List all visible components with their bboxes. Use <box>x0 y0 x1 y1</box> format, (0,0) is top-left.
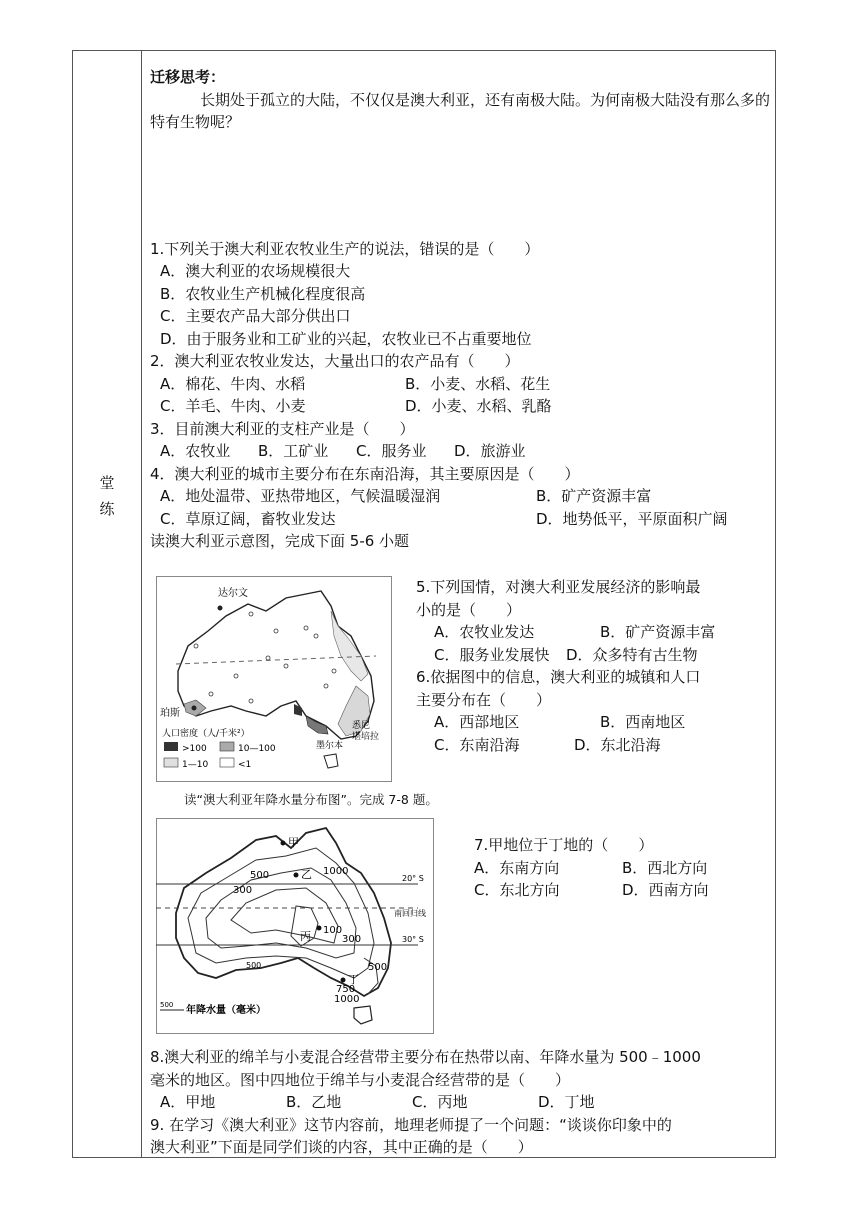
q7-stem: 7.甲地位于丁地的（ ） <box>474 836 654 854</box>
legend-swatch-1 <box>164 742 178 751</box>
q4-options-row2 <box>150 508 770 531</box>
legend-1: >100 <box>182 744 207 754</box>
q3-option-b: B．工矿业 <box>258 442 329 460</box>
section-label-char-1: 堂 <box>99 474 115 492</box>
q2-option-c: C．羊毛、牛肉、小麦 <box>160 397 306 415</box>
q5-stem-line2: 小的是（ ） <box>416 600 522 619</box>
q1-option-a: A．澳大利亚的农场规模很大 <box>160 262 351 280</box>
label-melbourne: 墨尔本 <box>316 741 344 751</box>
australia-precipitation-map <box>156 818 434 1034</box>
legend-value: 500 <box>160 1001 174 1009</box>
iso-1000b: 1000 <box>334 994 360 1005</box>
q7-option-b: B．西北方向 <box>622 858 708 877</box>
read-56-instruction: 读澳大利亚示意图，完成下面 5-6 小题 <box>150 532 410 550</box>
iso-500a: 500 <box>250 870 270 881</box>
point-jia <box>281 841 286 846</box>
q2-option-d: D．小麦、水稻、乳酪 <box>405 397 552 415</box>
tropic-label: 南回归线 <box>394 909 426 918</box>
lat30-label: 30° S <box>402 935 424 944</box>
q6-stem-line2: 主要分布在（ ） <box>416 690 552 709</box>
q3-option-d: D．旅游业 <box>454 442 526 460</box>
q7-block <box>474 834 764 902</box>
darwin-dot <box>218 606 223 611</box>
q9-line1: 9. 在学习《澳大利亚》这节内容前，地理老师提了一个问题：“谈谈你印象中的 <box>150 1115 672 1134</box>
q8-q9-block <box>150 1046 772 1159</box>
q7-option-a: A．东南方向 <box>474 858 560 877</box>
australia-population-map <box>156 576 392 782</box>
q6-option-c: C．东南沿海 <box>434 735 520 754</box>
q4-option-b: B．矿产资源丰富 <box>536 487 652 505</box>
q7-options-row1 <box>474 857 764 880</box>
q3-option-a: A．农牧业 <box>160 442 231 460</box>
q2-option-b: B．小麦、水稻、花生 <box>405 374 551 393</box>
q4-options-row1 <box>150 485 770 508</box>
q6-stem-line1: 6.依据图中的信息，澳大利亚的城镇和人口 <box>416 668 701 686</box>
q8-stem-line2: 毫米的地区。图中四地位于绵羊与小麦混合经营带的是（ ） <box>150 1070 571 1089</box>
q5-option-d: D．众多特有古生物 <box>566 645 698 664</box>
q8-option-d: D．丁地 <box>538 1093 595 1111</box>
iso-500b: 500 <box>246 961 262 970</box>
q5-option-a: A．农牧业发达 <box>434 623 535 641</box>
iso-1000a: 1000 <box>323 866 349 877</box>
point-bing <box>317 926 322 931</box>
label-bing: 丙 <box>300 930 311 943</box>
section-label-column <box>72 50 142 1158</box>
label-ding: 丁 <box>348 973 359 986</box>
iso-500c: 500 <box>368 962 388 973</box>
lat20-label: 20° S <box>402 874 424 883</box>
q6-options-row1 <box>416 711 761 734</box>
answer-space <box>150 134 770 238</box>
q6-option-b: B．西南地区 <box>600 713 686 731</box>
q8-stem-line1: 8.澳大利亚的绵羊与小麦混合经营带主要分布在热带以南、年降水量为 500﹣1000 <box>150 1048 701 1066</box>
q3-stem: 3．目前澳大利亚的支柱产业是（ ） <box>150 419 415 438</box>
point-yi <box>294 873 299 878</box>
legend-2: 10—100 <box>238 744 276 754</box>
q5-option-c: C．服务业发展快 <box>434 645 550 664</box>
iso-300b: 300 <box>342 934 362 945</box>
worksheet-content <box>150 66 770 553</box>
q1-option-d: D．由于服务业和工矿业的兴起，农牧业已不占重要地位 <box>160 329 532 348</box>
label-darwin: 达尔文 <box>218 588 248 599</box>
iso-300a: 300 <box>233 885 253 896</box>
q5-options-row2 <box>416 644 761 667</box>
legend-swatch-4 <box>220 758 234 767</box>
legend-swatch-3 <box>164 758 178 767</box>
point-ding <box>341 978 346 983</box>
q1-option-b: B．农牧业生产机械化程度很高 <box>160 284 366 303</box>
q7-option-d: D．西南方向 <box>622 881 709 899</box>
q3-options <box>150 440 770 463</box>
q4-stem: 4．澳大利亚的城市主要分布在东南沿海，其主要原因是（ ） <box>150 464 580 483</box>
think-body: 长期处于孤立的大陆，不仅仅是澳大利亚，还有南极大陆。为何南极大陆没有那么多的特有生物呢？ <box>150 90 771 131</box>
legend-3: 1—10 <box>182 760 209 770</box>
legend-4: <1 <box>238 760 252 770</box>
q9-line2: 澳大利亚”下面是同学们谈的内容，其中正确的是（ ） <box>150 1138 533 1156</box>
label-yi: 乙 <box>301 868 312 881</box>
legend-swatch-2 <box>220 742 234 751</box>
q5-options-row1 <box>416 621 761 644</box>
label-jia: 甲 <box>288 836 299 849</box>
q5-q6-block <box>416 576 761 756</box>
iso-750: 750 <box>336 984 356 995</box>
q4-option-a: A．地处温带、亚热带地区，气候温暖湿润 <box>160 487 441 505</box>
q8-options <box>150 1091 772 1114</box>
label-sydney: 悉尼 <box>352 721 371 731</box>
think-title: 迁移思考： <box>150 68 226 86</box>
q5-stem-line1: 5.下列国情，对澳大利亚发展经济的影响最 <box>416 578 701 596</box>
legend-title: 人口密度（人/千米²） <box>162 729 250 739</box>
label-canberra: 堪培拉 <box>352 732 380 742</box>
q8-option-a: A．甲地 <box>160 1093 216 1111</box>
q2-option-a: A．棉花、牛肉、水稻 <box>160 374 306 393</box>
q2-stem: 2．澳大利亚农牧业发达，大量出口的农产品有（ ） <box>150 352 520 370</box>
label-perth: 珀斯 <box>160 708 180 719</box>
q7-options-row2 <box>474 879 764 902</box>
q7-option-c: C．东北方向 <box>474 881 560 899</box>
q1-option-c: C．主要农产品大部分供出口 <box>160 307 351 325</box>
q4-option-c: C．草原辽阔，畜牧业发达 <box>160 509 336 528</box>
q8-option-b: B．乙地 <box>286 1093 342 1111</box>
precip-legend: 年降水量（毫米） <box>186 1005 266 1016</box>
q6-options-row2 <box>416 734 761 757</box>
caption-78: 读“澳大利亚年降水量分布图”。完成 7-8 题。 <box>184 792 438 807</box>
q3-option-c: C．服务业 <box>356 442 427 460</box>
q4-option-d: D．地势低平，平原面积广阔 <box>536 509 728 528</box>
q2-options-row1 <box>150 373 770 396</box>
q6-option-d: D．东北沿海 <box>574 735 661 754</box>
section-label-char-2: 练 <box>99 500 115 518</box>
iso-100: 100 <box>323 925 343 936</box>
q1-stem: 1.下列关于澳大利亚农牧业生产的说法，错误的是（ ） <box>150 239 540 258</box>
q2-options-row2 <box>150 395 770 418</box>
q6-option-a: A．西部地区 <box>434 713 520 731</box>
q8-option-c: C．丙地 <box>412 1093 468 1111</box>
q5-option-b: B．矿产资源丰富 <box>600 623 716 641</box>
